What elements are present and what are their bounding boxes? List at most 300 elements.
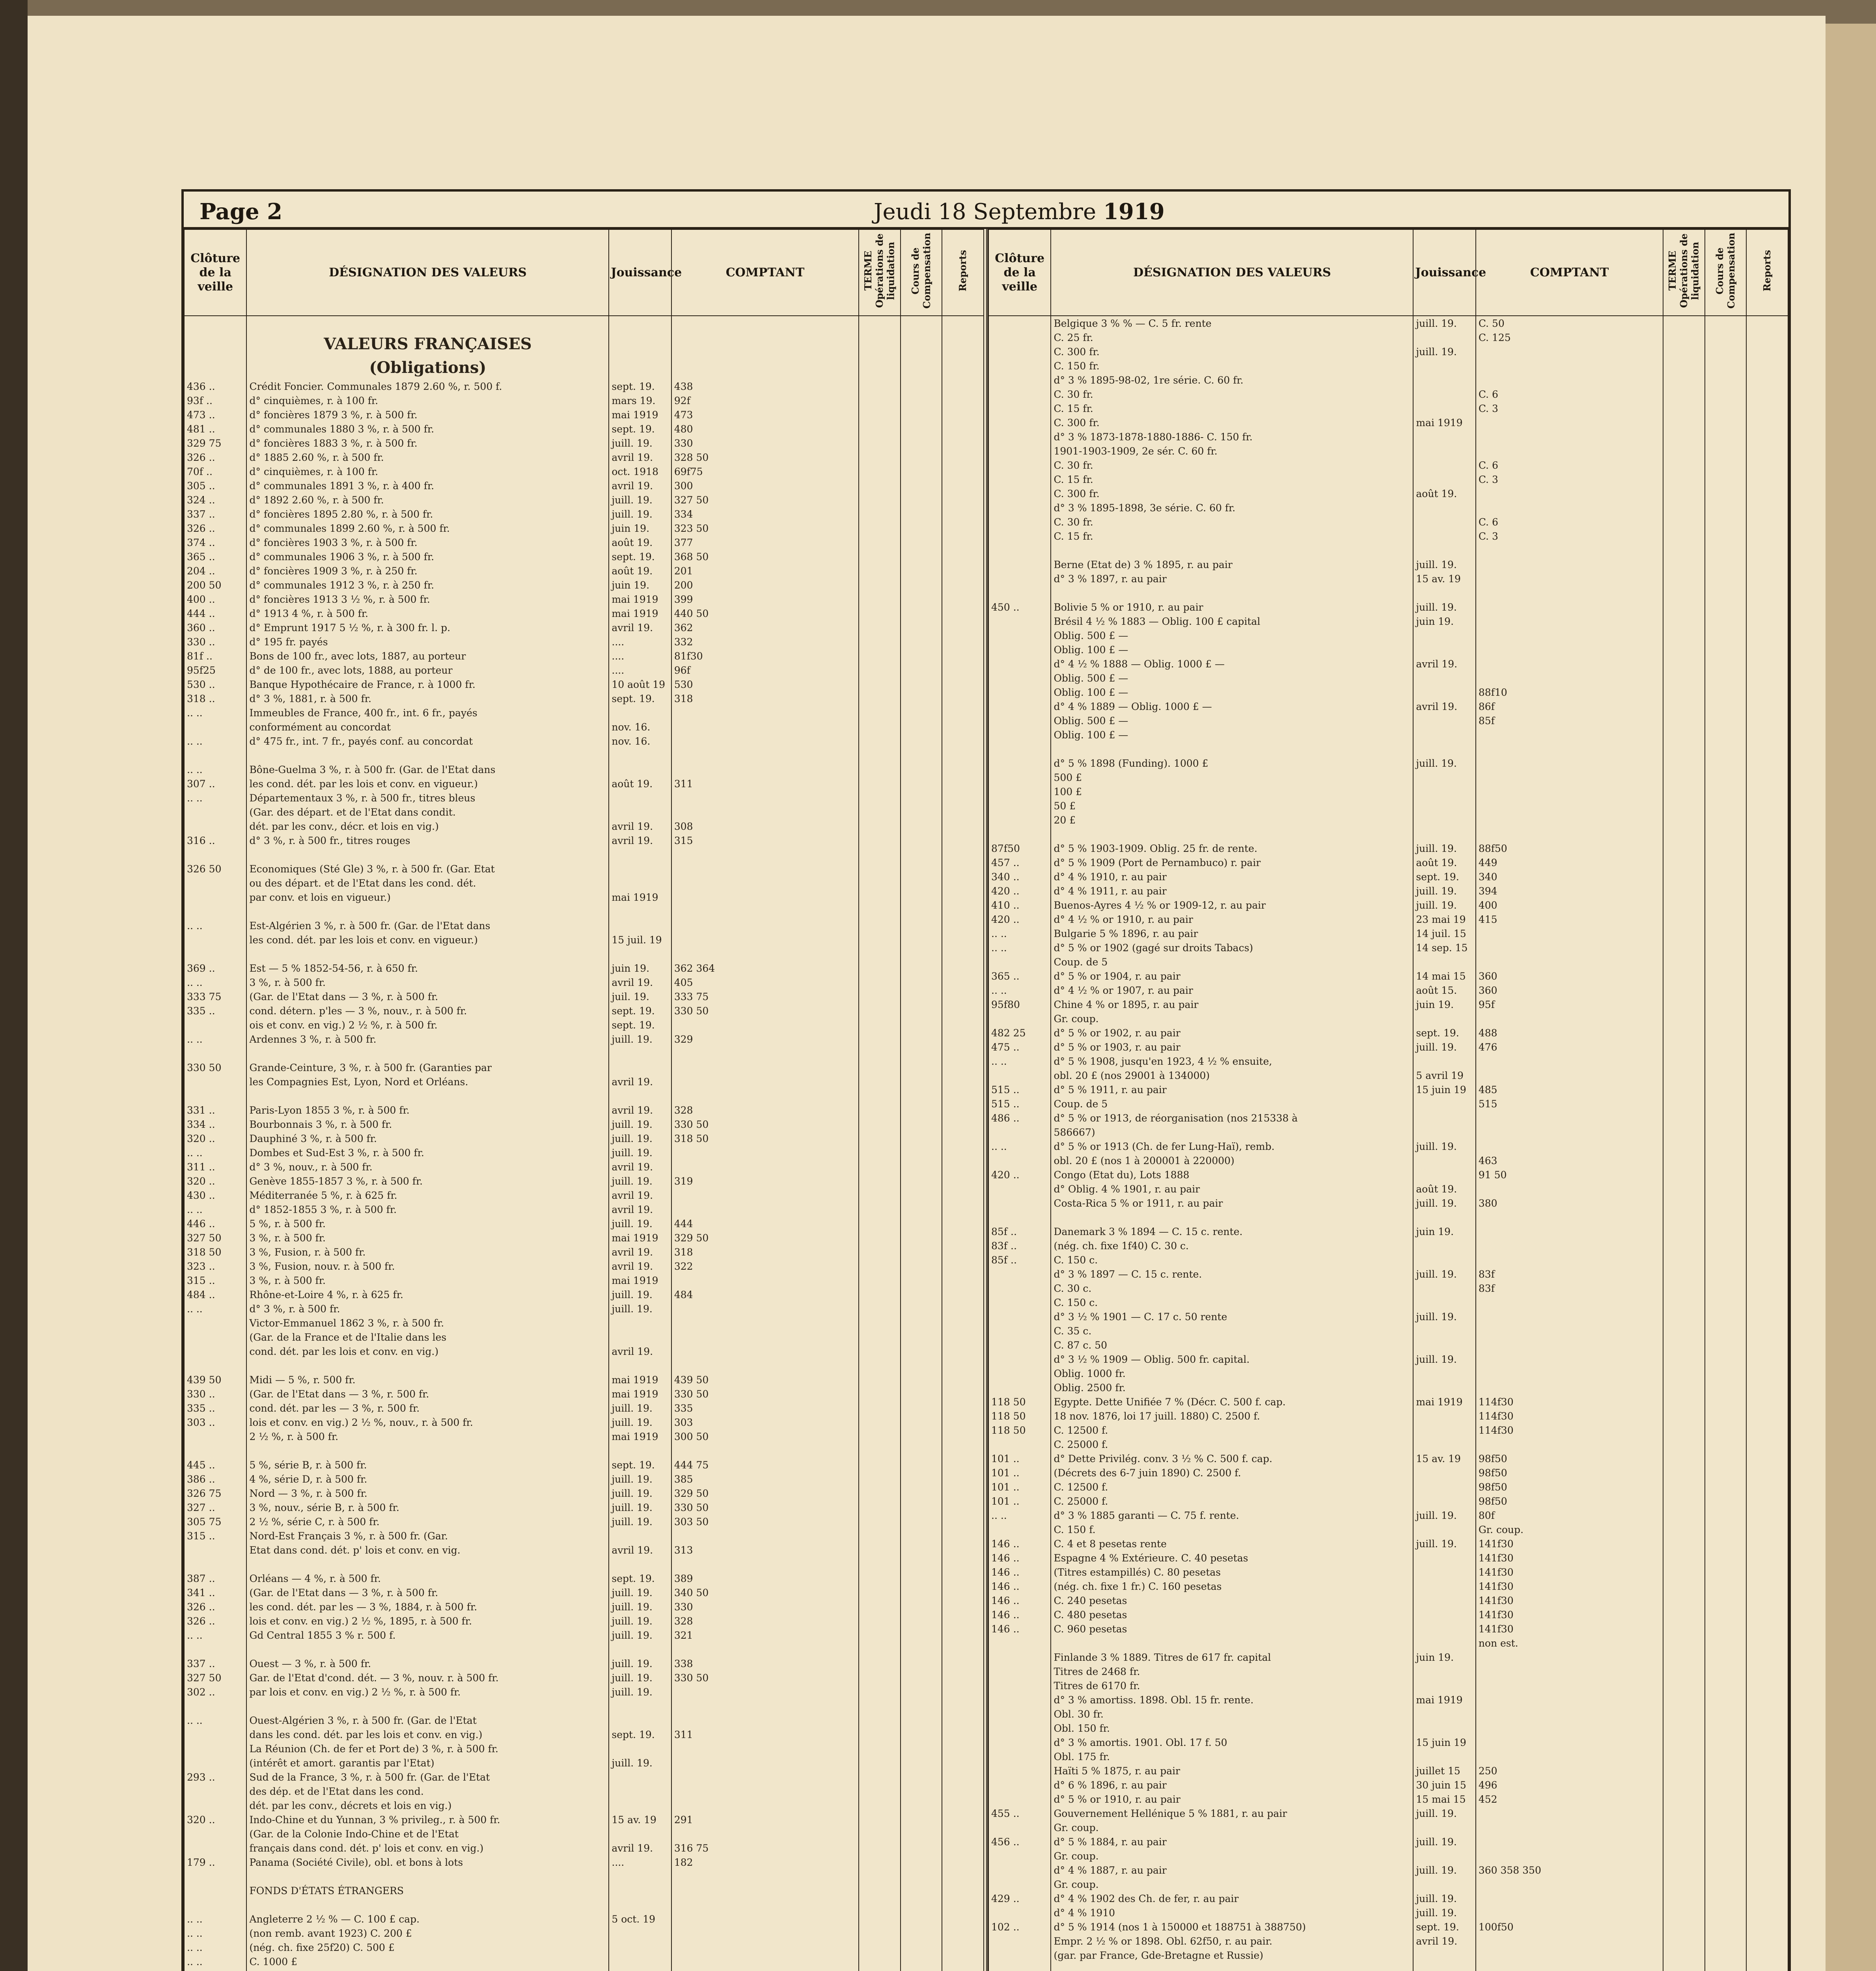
- cours-cell: [1705, 458, 1747, 472]
- jouissance-cell: août 19.: [1413, 1182, 1475, 1196]
- comptant-cell: [671, 1018, 859, 1032]
- designation-cell: d° 5 % or 1902 (gagé sur droits Tabacs): [1051, 941, 1413, 955]
- designation-cell: Rhône-et-Loire 4 %, r. à 625 fr.: [246, 1287, 609, 1302]
- cours-cell: [1705, 671, 1747, 685]
- reports-cell: [1746, 1508, 1788, 1522]
- designation-cell: Finlande 3 % 1889. Titres de 617 fr. capital: [1051, 1650, 1413, 1664]
- cours-cell: [901, 1529, 942, 1543]
- comptant-cell: [1476, 1906, 1663, 1920]
- jouissance-cell: [1413, 784, 1475, 799]
- terme-cell: [1663, 1537, 1705, 1551]
- jouissance-cell: [609, 876, 671, 890]
- designation-cell: 3 %, r. à 500 fr.: [246, 1273, 609, 1287]
- quote-row: [988, 1395, 1788, 1409]
- reports-cell: [1746, 1877, 1788, 1891]
- designation-cell: Oblig. 100 £ —: [1051, 643, 1413, 657]
- comptant-cell: C. 50: [1476, 316, 1663, 330]
- jouissance-cell: [1413, 1380, 1475, 1395]
- cours-cell: [901, 1401, 942, 1415]
- comptant-cell: [1476, 501, 1663, 515]
- comptant-cell: 385: [671, 1472, 859, 1486]
- designation-cell: Ouest-Algérien 3 %, r. à 500 fr. (Gar. de l'Etat: [246, 1713, 609, 1727]
- designation-cell: Crédit Foncier. Communales 1879 2.60 %, r. 500 f.: [246, 379, 609, 393]
- comptant-cell: [1476, 1295, 1663, 1310]
- cloture-cell: 420 ..: [988, 912, 1051, 926]
- reports-cell: [942, 1131, 984, 1146]
- designation-cell: d° 4 % 1889 — Oblig. 1000 £ —: [1051, 699, 1413, 714]
- comptant-cell: [671, 720, 859, 734]
- terme-cell: [859, 1188, 901, 1202]
- jouissance-cell: [1413, 1636, 1475, 1650]
- comptant-cell: 323 50: [671, 521, 859, 535]
- quote-row: [988, 1707, 1788, 1721]
- cours-cell: [1705, 1735, 1747, 1749]
- cours-cell: [1705, 557, 1747, 572]
- comptant-cell: 318 50: [671, 1131, 859, 1146]
- jouissance-cell: avril 19.: [609, 620, 671, 635]
- cours-cell: [901, 1330, 942, 1344]
- cloture-cell: [184, 904, 246, 918]
- cloture-cell: .. ..: [184, 1628, 246, 1642]
- cloture-cell: 93f ..: [184, 393, 246, 408]
- quote-row: [184, 1046, 984, 1060]
- terme-cell: [1663, 1906, 1705, 1920]
- page-number: Page 2: [200, 199, 283, 225]
- comptant-cell: [1476, 756, 1663, 770]
- jouissance-cell: [1413, 1409, 1475, 1423]
- comptant-cell: [671, 1940, 859, 1954]
- jouissance-cell: juill. 19.: [1413, 345, 1475, 359]
- cloture-cell: 87f50: [988, 841, 1051, 855]
- reports-cell: [1746, 330, 1788, 345]
- terme-cell: [859, 1344, 901, 1358]
- reports-cell: [1746, 884, 1788, 898]
- reports-cell: [1746, 827, 1788, 841]
- terme-cell: [1663, 1097, 1705, 1111]
- designation-cell: Gd Central 1855 3 % r. 500 f.: [246, 1628, 609, 1642]
- comptant-cell: 328: [671, 1103, 859, 1117]
- cloture-cell: 439 50: [184, 1373, 246, 1387]
- terme-cell: [1663, 1778, 1705, 1792]
- cours-cell: [901, 1515, 942, 1529]
- quote-row: [184, 1444, 984, 1458]
- cloture-cell: [988, 1295, 1051, 1310]
- jouissance-cell: sept. 19.: [609, 550, 671, 564]
- quote-row: [988, 1409, 1788, 1423]
- designation-cell: d° foncières 1883 3 %, r. à 500 fr.: [246, 436, 609, 450]
- cloture-cell: [184, 1642, 246, 1656]
- designation-cell: [246, 1046, 609, 1060]
- jouissance-cell: [609, 748, 671, 762]
- designation-cell: 5 %, r. à 500 fr.: [246, 1217, 609, 1231]
- cloture-cell: [988, 955, 1051, 969]
- quote-row: [184, 1543, 984, 1557]
- terme-cell: [859, 635, 901, 649]
- cloture-cell: .. ..: [184, 1302, 246, 1316]
- comptant-cell: [1476, 1352, 1663, 1366]
- quote-row: [988, 1679, 1788, 1693]
- quote-row: [184, 677, 984, 691]
- comptant-cell: [1476, 586, 1663, 600]
- comptant-cell: [1476, 1835, 1663, 1849]
- jouissance-cell: [1413, 515, 1475, 529]
- designation-cell: d° 5 % 1909 (Port de Pernambuco) r. pair: [1051, 855, 1413, 870]
- terme-cell: [859, 1302, 901, 1316]
- reports-cell: [942, 379, 984, 393]
- terme-cell: [1663, 316, 1705, 330]
- terme-cell: [859, 1046, 901, 1060]
- jouissance-cell: [609, 805, 671, 819]
- cours-cell: [901, 1117, 942, 1131]
- cours-cell: [1705, 1054, 1747, 1068]
- cours-cell: [901, 1032, 942, 1046]
- jouissance-cell: [609, 1642, 671, 1656]
- cours-cell: [1705, 430, 1747, 444]
- terme-cell: [1663, 955, 1705, 969]
- jouissance-cell: [1413, 1622, 1475, 1636]
- terme-cell: [859, 564, 901, 578]
- reports-cell: [1746, 643, 1788, 657]
- terme-cell: [859, 1515, 901, 1529]
- cloture-cell: 179 ..: [184, 1855, 246, 1869]
- reports-cell: [1746, 1054, 1788, 1068]
- reports-cell: [942, 933, 984, 947]
- designation-cell: d° 3 % 1873-1878-1880-1886- C. 150 fr.: [1051, 430, 1413, 444]
- cloture-cell: [988, 557, 1051, 572]
- terme-cell: [1663, 884, 1705, 898]
- right-header-row: [988, 229, 1788, 316]
- cours-cell: [1705, 1835, 1747, 1849]
- terme-cell: [1663, 898, 1705, 912]
- designation-cell: d° 4 ½ % or 1907, r. au pair: [1051, 983, 1413, 997]
- cours-cell: [901, 1046, 942, 1060]
- designation-cell: 50 £: [1051, 799, 1413, 813]
- quote-row: [988, 586, 1788, 600]
- cloture-cell: 305 ..: [184, 479, 246, 493]
- comptant-cell: [671, 1756, 859, 1770]
- cours-cell: [1705, 1082, 1747, 1097]
- terme-cell: [859, 408, 901, 422]
- cloture-cell: 146 ..: [988, 1608, 1051, 1622]
- quote-row: [184, 1713, 984, 1727]
- reports-cell: [942, 1245, 984, 1259]
- quote-row: [988, 1522, 1788, 1537]
- quote-row: [184, 791, 984, 805]
- comptant-cell: 69f75: [671, 464, 859, 479]
- quote-row: [988, 1551, 1788, 1565]
- designation-cell: Orléans — 4 %, r. à 500 fr.: [246, 1571, 609, 1585]
- comptant-cell: 141f30: [1476, 1579, 1663, 1593]
- jouissance-cell: juill. 19.: [1413, 1040, 1475, 1054]
- cloture-cell: 420 ..: [988, 1168, 1051, 1182]
- designation-cell: [246, 904, 609, 918]
- jouissance-cell: juill. 19.: [609, 1302, 671, 1316]
- reports-cell: [942, 961, 984, 975]
- cloture-cell: [184, 805, 246, 819]
- jouissance-cell: [1413, 1153, 1475, 1168]
- reports-cell: [1746, 955, 1788, 969]
- terme-cell: [859, 1827, 901, 1841]
- cours-cell: [901, 1671, 942, 1685]
- quote-row: [988, 1508, 1788, 1522]
- cloture-cell: 146 ..: [988, 1565, 1051, 1579]
- cours-cell: [901, 592, 942, 606]
- cloture-cell: [988, 330, 1051, 345]
- cloture-cell: [988, 1749, 1051, 1764]
- terme-cell: [859, 606, 901, 620]
- designation-cell: (nég. ch. fixe 1 fr.) C. 160 pesetas: [1051, 1579, 1413, 1593]
- designation-cell: d° 4 ½ % or 1910, r. au pair: [1051, 912, 1413, 926]
- cours-cell: [1705, 543, 1747, 557]
- terme-cell: [859, 1600, 901, 1614]
- comptant-cell: [671, 1358, 859, 1373]
- comptant-cell: 394: [1476, 884, 1663, 898]
- designation-cell: Dauphiné 3 %, r. à 500 fr.: [246, 1131, 609, 1146]
- cloture-cell: [184, 819, 246, 833]
- jouissance-cell: [609, 1316, 671, 1330]
- terme-cell: [1663, 1948, 1705, 1962]
- cours-cell: [1705, 1295, 1747, 1310]
- reports-cell: [1746, 1366, 1788, 1380]
- designation-cell: d° foncières 1879 3 %, r. à 500 fr.: [246, 408, 609, 422]
- cloture-cell: [988, 1068, 1051, 1082]
- reports-cell: [1746, 1153, 1788, 1168]
- comptant-cell: 473: [671, 408, 859, 422]
- designation-cell: C. 150 fr.: [1051, 359, 1413, 373]
- cours-cell: [1705, 1849, 1747, 1863]
- terme-cell: [1663, 912, 1705, 926]
- cloture-cell: 318 50: [184, 1245, 246, 1259]
- cloture-cell: 481 ..: [184, 422, 246, 436]
- cours-cell: [1705, 1352, 1747, 1366]
- terme-cell: [1663, 1210, 1705, 1224]
- col-cours: Cours de Compensation: [1705, 229, 1747, 316]
- quote-row: [184, 1032, 984, 1046]
- reports-cell: [942, 1756, 984, 1770]
- jouissance-cell: juill. 19.: [609, 1486, 671, 1500]
- terme-cell: [1663, 728, 1705, 742]
- terme-cell: [1663, 699, 1705, 714]
- reports-cell: [1746, 1522, 1788, 1537]
- designation-cell: d° communales 1906 3 %, r. à 500 fr.: [246, 550, 609, 564]
- cloture-cell: .. ..: [184, 734, 246, 748]
- designation-cell: les cond. dét. par les lois et conv. en vigueur.): [246, 777, 609, 791]
- designation-cell: C. 1000 £: [246, 1954, 609, 1969]
- terme-cell: [1663, 1764, 1705, 1778]
- page-header: [184, 192, 1788, 229]
- reports-cell: [1746, 1891, 1788, 1906]
- cloture-cell: .. ..: [988, 1054, 1051, 1068]
- cours-cell: [1705, 586, 1747, 600]
- cloture-cell: 330 ..: [184, 1387, 246, 1401]
- cloture-cell: 335 ..: [184, 1401, 246, 1415]
- jouissance-cell: avril 19.: [609, 1344, 671, 1358]
- cours-cell: [901, 777, 942, 791]
- terme-cell: [859, 904, 901, 918]
- cours-cell: [901, 805, 942, 819]
- designation-cell: d° 5 % or 1902, r. au pair: [1051, 1026, 1413, 1040]
- quote-row: [184, 1969, 984, 1971]
- comptant-cell: 330 50: [671, 1500, 859, 1515]
- designation-cell: Est-Algérien 3 %, r. à 500 fr. (Gar. de l'Etat dans: [246, 918, 609, 933]
- reports-cell: [1746, 486, 1788, 501]
- comptant-cell: 340: [1476, 870, 1663, 884]
- designation-cell: d° 3 ½ % 1901 — C. 17 c. 50 rente: [1051, 1310, 1413, 1324]
- cloture-cell: [988, 1906, 1051, 1920]
- reports-cell: [942, 1727, 984, 1742]
- terme-cell: [859, 1529, 901, 1543]
- terme-cell: [1663, 1082, 1705, 1097]
- cloture-cell: 369 ..: [184, 961, 246, 975]
- designation-cell: d° 3 % amortiss. 1898. Obl. 15 fr. rente.: [1051, 1693, 1413, 1707]
- terme-cell: [859, 762, 901, 777]
- cours-cell: [901, 479, 942, 493]
- cloture-cell: 102 ..: [988, 1920, 1051, 1934]
- terme-cell: [859, 1387, 901, 1401]
- comptant-cell: 80f: [1476, 1508, 1663, 1522]
- cloture-cell: .. ..: [184, 1713, 246, 1727]
- cloture-cell: 101 ..: [988, 1494, 1051, 1508]
- quote-row: [988, 345, 1788, 359]
- comptant-cell: [671, 1557, 859, 1571]
- quote-row: [184, 535, 984, 550]
- quote-row: [184, 1699, 984, 1713]
- col-cours: Cours de Compensation: [901, 229, 942, 316]
- designation-cell: C. 12500 f.: [1051, 1423, 1413, 1437]
- terme-cell: [1663, 1239, 1705, 1253]
- cours-cell: [901, 876, 942, 890]
- designation-cell: [246, 1642, 609, 1656]
- designation-cell: 100 £: [1051, 784, 1413, 799]
- cloture-cell: 311 ..: [184, 1160, 246, 1174]
- quote-row: [988, 643, 1788, 657]
- cloture-cell: [988, 1338, 1051, 1352]
- cloture-cell: 365 ..: [988, 969, 1051, 983]
- quote-row: [184, 1387, 984, 1401]
- cours-cell: [1705, 1551, 1747, 1565]
- quote-row: [988, 1380, 1788, 1395]
- jouissance-cell: nov. 16.: [609, 734, 671, 748]
- comptant-cell: 368 50: [671, 550, 859, 564]
- comptant-cell: [1476, 827, 1663, 841]
- cours-cell: [1705, 756, 1747, 770]
- terme-cell: [859, 1429, 901, 1444]
- cours-cell: [1705, 1026, 1747, 1040]
- cours-cell: [901, 1869, 942, 1883]
- quote-row: [988, 1026, 1788, 1040]
- reports-cell: [1746, 855, 1788, 870]
- cours-cell: [1705, 1153, 1747, 1168]
- quote-row: [184, 975, 984, 989]
- quote-row: [988, 1182, 1788, 1196]
- cours-cell: [1705, 1508, 1747, 1522]
- terme-cell: [1663, 1693, 1705, 1707]
- quote-row: [184, 1429, 984, 1444]
- quote-row: [184, 1770, 984, 1784]
- terme-cell: [859, 1131, 901, 1146]
- cloture-cell: 315 ..: [184, 1529, 246, 1543]
- reports-cell: [942, 1302, 984, 1316]
- designation-cell: d° 1852-1855 3 %, r. à 500 fr.: [246, 1202, 609, 1217]
- terme-cell: [1663, 557, 1705, 572]
- designation-cell: (nég. ch. fixe 25f20) C. 500 £: [246, 1940, 609, 1954]
- reports-cell: [1746, 983, 1788, 997]
- reports-cell: [1746, 1423, 1788, 1437]
- jouissance-cell: avril 19.: [609, 1543, 671, 1557]
- cloture-cell: 475 ..: [988, 1040, 1051, 1054]
- cours-cell: [1705, 1650, 1747, 1664]
- reports-cell: [1746, 799, 1788, 813]
- comptant-cell: 488: [1476, 1026, 1663, 1040]
- comptant-cell: [1476, 1366, 1663, 1380]
- cloture-cell: [988, 572, 1051, 586]
- cours-cell: [1705, 983, 1747, 997]
- designation-cell: (nég. ch. fixe 1f40) C. 30 c.: [1051, 1239, 1413, 1253]
- cloture-cell: 436 ..: [184, 379, 246, 393]
- terme-cell: [859, 1231, 901, 1245]
- terme-cell: [859, 1146, 901, 1160]
- designation-cell: 3 %, r. à 500 fr.: [246, 975, 609, 989]
- cloture-cell: 450 ..: [988, 600, 1051, 614]
- reports-cell: [1746, 628, 1788, 643]
- cours-cell: [901, 1926, 942, 1940]
- terme-cell: [1663, 1196, 1705, 1210]
- quote-row: [988, 1012, 1788, 1026]
- reports-cell: [942, 1373, 984, 1387]
- cloture-cell: [988, 1778, 1051, 1792]
- quote-row: [184, 1671, 984, 1685]
- cloture-cell: 340 ..: [988, 870, 1051, 884]
- comptant-cell: [671, 706, 859, 720]
- cours-cell: [1705, 1863, 1747, 1877]
- reports-cell: [1746, 1239, 1788, 1253]
- jouissance-cell: [1413, 1210, 1475, 1224]
- quote-row: [988, 870, 1788, 884]
- reports-cell: [942, 1813, 984, 1827]
- terme-cell: [1663, 1920, 1705, 1934]
- cours-cell: [901, 1316, 942, 1330]
- reports-cell: [942, 1160, 984, 1174]
- reports-cell: [1746, 1764, 1788, 1778]
- terme-cell: [859, 1273, 901, 1287]
- cloture-cell: 446 ..: [184, 1217, 246, 1231]
- reports-cell: [1746, 756, 1788, 770]
- quote-row: [184, 720, 984, 734]
- terme-cell: [1663, 1466, 1705, 1480]
- cours-cell: [1705, 884, 1747, 898]
- comptant-cell: [1476, 799, 1663, 813]
- cours-cell: [901, 1898, 942, 1912]
- comptant-cell: [671, 1969, 859, 1971]
- designation-cell: Empr. 2 ½ % or 1898. Obl. 62f50, r. au pair.: [1051, 1934, 1413, 1948]
- cours-cell: [901, 1656, 942, 1671]
- terme-cell: [1663, 1480, 1705, 1494]
- col-cloture: Clôture de la veille: [184, 229, 246, 316]
- reports-cell: [942, 1841, 984, 1855]
- quote-row: [988, 1735, 1788, 1749]
- comptant-cell: 330: [671, 436, 859, 450]
- quote-row: [988, 671, 1788, 685]
- designation-cell: C. 30 fr.: [1051, 458, 1413, 472]
- reports-cell: [1746, 1451, 1788, 1466]
- designation-cell: dans les cond. dét. par les lois et conv. en vig.): [246, 1727, 609, 1742]
- quote-row: [988, 1608, 1788, 1622]
- jouissance-cell: [609, 904, 671, 918]
- comptant-cell: [1476, 1338, 1663, 1352]
- quote-row: [184, 1004, 984, 1018]
- reports-cell: [1746, 316, 1788, 330]
- cours-cell: [901, 1798, 942, 1813]
